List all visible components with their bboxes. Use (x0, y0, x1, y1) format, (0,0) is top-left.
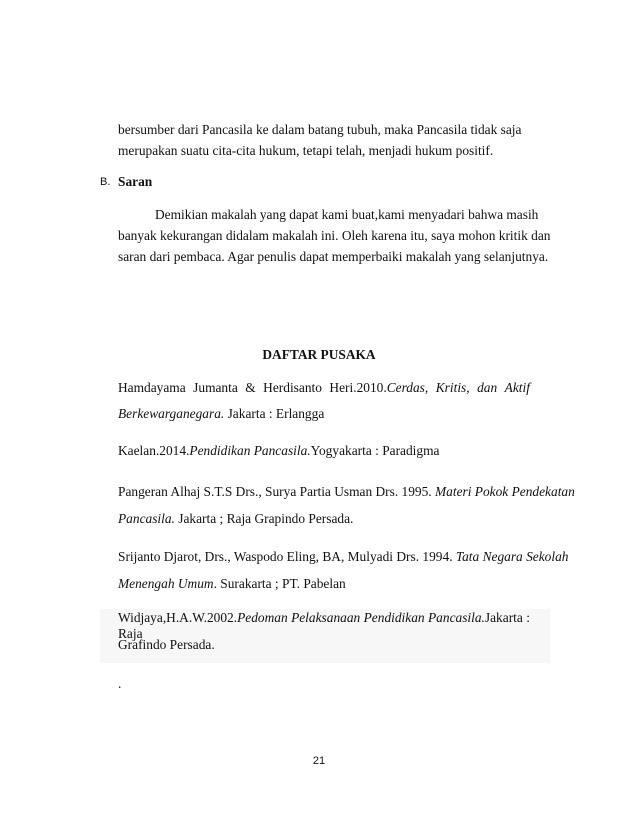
reference-1-publisher: Jakarta : Erlangga (224, 406, 325, 421)
reference-1-title-word: dan (477, 380, 498, 395)
reference-1-line-2 (118, 406, 324, 422)
reference-4-publisher: . Surakarta ; PT. Pabelan (213, 576, 346, 591)
reference-5-title-word: Pedoman (237, 610, 288, 625)
reference-4-title: Tata Negara Sekolah (455, 549, 569, 564)
reference-1-title-cont: Berkewarganegara. (118, 406, 225, 421)
reference-5-publisher-word: : (526, 610, 530, 625)
reference-1-authors-word: Hamdayama (118, 380, 186, 395)
reference-1-authors-word: Jumanta (193, 380, 238, 395)
reference-1-authors-word: & (245, 380, 256, 395)
reference-3-line-1 (118, 484, 575, 500)
reference-2-title: Pendidikan Pancasila. (189, 443, 311, 458)
reference-2 (118, 443, 439, 459)
reference-4-title-cont: Menengah Umum (118, 576, 214, 591)
reference-1-title-word: Kritis, (435, 380, 470, 395)
reference-5-title-word: Pancasila. (428, 610, 485, 625)
bibliography-title: DAFTAR PUSAKA (262, 347, 376, 362)
section-title: Saran (118, 174, 153, 189)
reference-5-title-word: Pelaksanaan (291, 610, 361, 625)
reference-5-publisher-word: Raja (118, 626, 143, 641)
reference-3-title-cont: Pancasila. (118, 511, 175, 526)
reference-1-line-1 (118, 380, 530, 396)
reference-5-line-2: Grafindo Persada. (118, 637, 215, 652)
reference-5-line-1 (118, 610, 530, 641)
reference-5-title-word: Pendidikan (363, 610, 425, 625)
reference-4-line-2 (118, 576, 346, 592)
body-line-1: bersumber dari Pancasila ke dalam batang tubuh, maka Pancasila tidak saja (118, 122, 522, 137)
saran-line-1: Demikian makalah yang dapat kami buat,kami menyadari bahwa masih (155, 207, 539, 222)
reference-2-publisher: Yogyakarta : Paradigma (310, 443, 440, 458)
trailing-period: . (118, 676, 122, 691)
reference-5-publisher-word: Jakarta (484, 610, 523, 625)
reference-3-title: Materi Pokok Pendekatan (435, 484, 575, 499)
page-number: 21 (312, 755, 326, 767)
reference-2-authors: Kaelan.2014. (118, 443, 190, 458)
reference-3-publisher: Jakarta ; Raja Grapindo Persada. (174, 511, 354, 526)
body-line-2: merupakan suatu cita-cita hukum, tetapi telah, menjadi hukum positif. (118, 143, 494, 158)
section-label: B. (100, 176, 111, 188)
reference-5-authors-word: Widjaya,H.A.W.2002. (118, 610, 238, 625)
reference-1-authors-word: Herdisanto (263, 380, 322, 395)
reference-1-authors-word: Heri.2010. (329, 380, 387, 395)
reference-1-title-word: Cerdas, (386, 380, 429, 395)
reference-1-title-word: Aktif (504, 380, 530, 395)
saran-line-3: saran dari pembaca. Agar penulis dapat memperbaiki makalah yang selanjutnya. (118, 249, 549, 264)
reference-4-authors: Srijanto Djarot, Drs., Waspodo Eling, BA, Mulyadi Drs. 1994. (118, 549, 456, 564)
saran-line-2: banyak kekurangan didalam makalah ini. Oleh karena itu, saya mohon kritik dan (118, 228, 551, 243)
reference-3-line-2 (118, 511, 353, 527)
reference-4-line-1 (118, 549, 568, 565)
reference-3-authors: Pangeran Alhaj S.T.S Drs., Surya Partia Usman Drs. 1995. (118, 484, 435, 499)
